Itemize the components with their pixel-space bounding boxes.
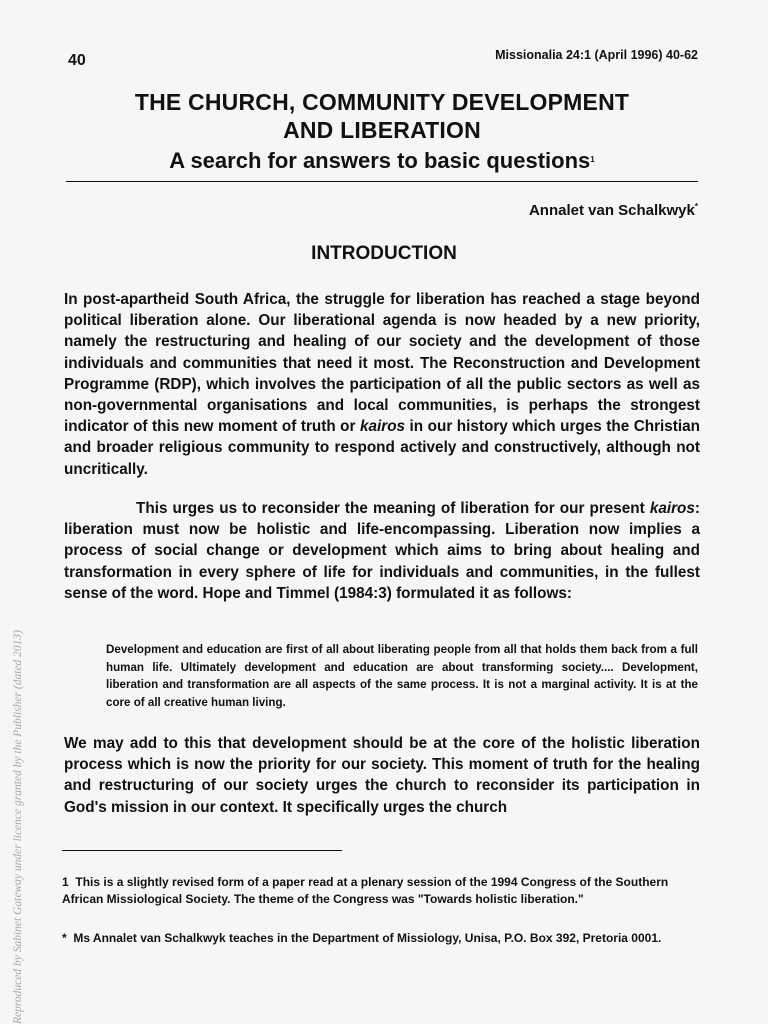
paragraph-1-italic: kairos xyxy=(359,418,406,436)
paragraph-1-text-b: in our history which urges the Christian and broader religious community to respond actively and constructively, although not uncritically. xyxy=(64,418,700,478)
title-underline xyxy=(66,181,698,182)
footnote-1-text: This is a slightly revised form of a paper read at a plenary session of the 1994 Congress of the Southern African Missiological Society. The theme of the Congress was "Towards holistic liberation." xyxy=(62,875,669,906)
title-line-1: THE CHURCH, COMMUNITY DEVELOPMENT xyxy=(134,89,630,115)
paragraph-2-italic: kairos xyxy=(649,500,695,517)
paragraph-3: We may add to this that development should be at the core of the holistic liberation process which is now the priority for our society. This moment of truth for the healing and restructuring of our society urges the church to reconsider its participation in God's mission in our context. It specifically urges the church xyxy=(64,735,700,816)
block-quote: Development and education are first of all about liberating people from all that holds them back from a full human life. Ultimately development and education are about transforming society.... Development, liberation and transformation are all aspects of the same process. It is not a marginal activity. It is at the core of all creative human living. xyxy=(106,643,698,709)
author-byline xyxy=(529,202,698,219)
footnote-divider xyxy=(62,850,342,851)
title-line-2: AND LIBERATION xyxy=(283,117,481,143)
paragraph-1 xyxy=(64,289,700,480)
section-heading: INTRODUCTION xyxy=(311,243,457,264)
page-number: 40 xyxy=(68,52,86,69)
reproduction-notice: Reproduced by Sabinet Gateway under licence granted by the Publisher (dated 2013) xyxy=(12,630,24,1024)
article-title xyxy=(66,88,698,175)
article-subtitle xyxy=(66,146,698,175)
footnote-2 xyxy=(62,930,700,947)
paragraph-2 xyxy=(64,498,700,604)
paragraph-2-text-a: This urges us to reconsider the meaning of liberation for our present xyxy=(136,500,650,517)
footnote-1 xyxy=(62,874,700,908)
footnote-marker-1: 1 xyxy=(590,155,595,164)
author-note-marker: * xyxy=(694,202,698,211)
footnote-2-marker: * xyxy=(62,931,67,945)
footnote-2-text: Ms Annalet van Schalkwyk teaches in the Department of Missiology, Unisa, P.O. Box 392, Pretoria 0001. xyxy=(73,931,662,945)
subtitle-text: A search for answers to basic questions xyxy=(169,148,591,173)
paragraph-1-text-a: In post-apartheid South Africa, the struggle for liberation has reached a stage beyond political liberation alone. Our liberational agenda is now headed by a new priority, namely the restructuring and healing of our society and the development of those individuals and communities that need it most. The Reconstruction and Development Programme (RDP), which involves the participation of all the public sectors as well as non-governmental organisations and local communities, is perhaps the strongest indicator of this new moment of truth or xyxy=(64,291,700,436)
author-name: Annalet van Schalkwyk xyxy=(528,202,695,219)
paragraph-2-text-b: : liberation must now be holistic and life-encompassing. Liberation now implies a process of social change or development which aims to bring about healing and transformation in every sphere of life for individuals and communities, in the fullest sense of the word. Hope and Timmel (1984:3) formulated it as follows: xyxy=(64,500,700,602)
journal-reference: Missionalia 24:1 (April 1996) 40-62 xyxy=(495,48,698,62)
footnote-1-marker: 1 xyxy=(62,875,69,889)
